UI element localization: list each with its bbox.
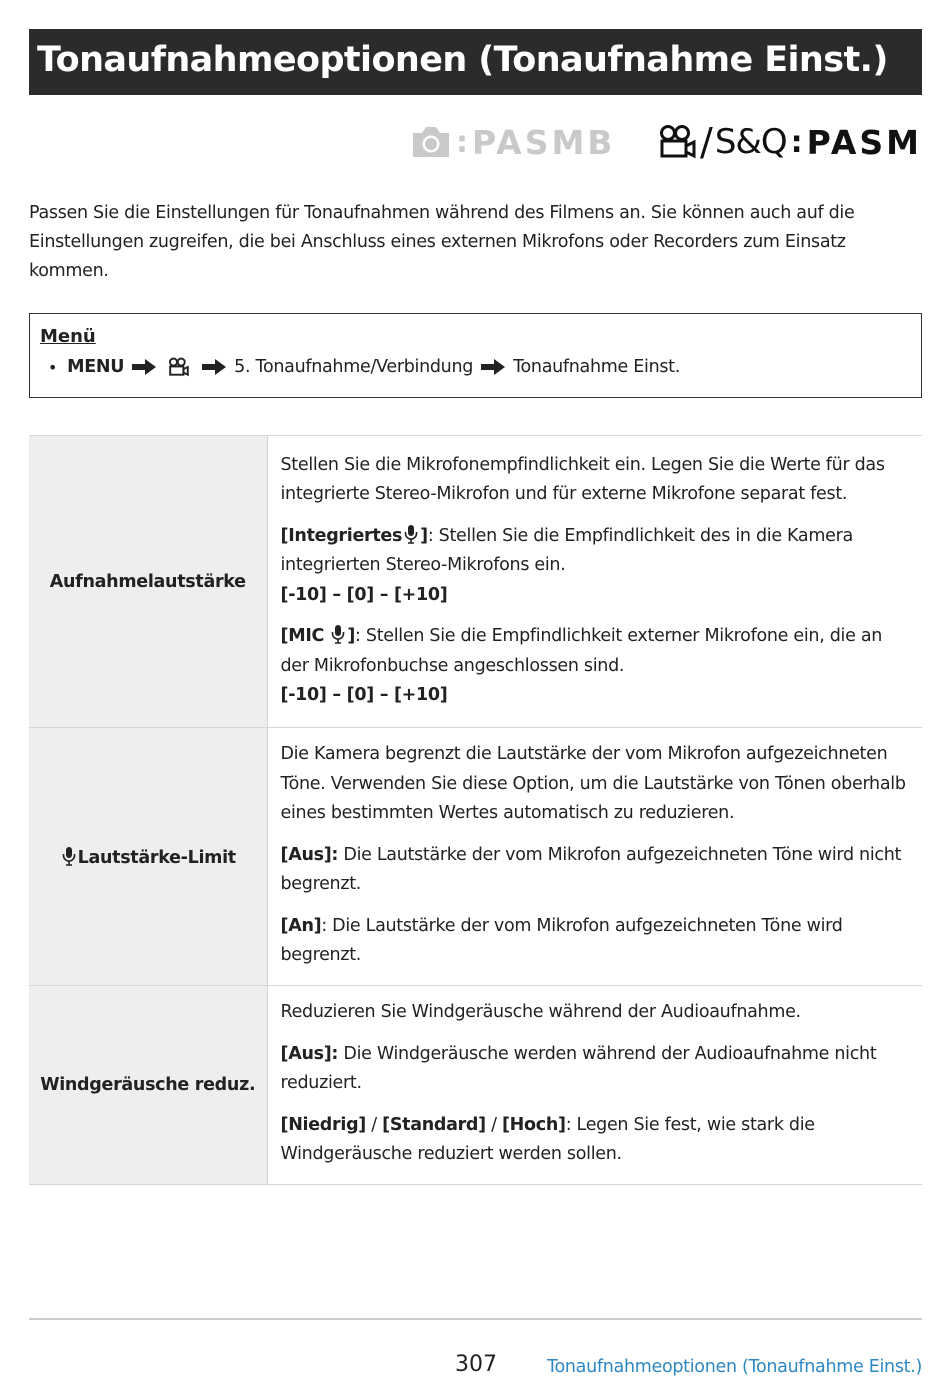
arrow-right-icon <box>132 359 156 375</box>
still-modes <box>410 120 615 164</box>
microphone-icon <box>331 624 345 644</box>
movie-camera-icon <box>168 357 190 377</box>
menu-step: 5. Tonaufnahme/Verbindung <box>234 357 474 377</box>
option-item: [Integriertes ]: Stellen Sie die Empfindlichkeit des in die Kamera integrierten Stereo-Mikrofons ein. [-10] – [0] – [+10] <box>280 525 853 605</box>
still-mode-letters: PASMB <box>472 122 616 162</box>
row-label: Aufnahmelautstärke <box>29 436 267 728</box>
option-item: [Aus]: Die Windgeräusche werden während der Audioaufnahme nicht reduziert. <box>280 1043 877 1093</box>
menu-path <box>48 357 680 377</box>
camera-icon <box>410 125 452 159</box>
row-intro: Reduzieren Sie Windgeräusche während der Audioaufnahme. <box>280 1002 801 1022</box>
row-description <box>267 986 922 1185</box>
row-description <box>267 436 922 728</box>
mode-colon: : <box>790 124 803 160</box>
footer-divider <box>29 1318 922 1320</box>
mode-colon: : <box>456 124 468 160</box>
bullet: • <box>48 357 58 377</box>
menu-target: Tonaufnahme Einst. <box>513 357 681 377</box>
row-label: Lautstärke-Limit <box>29 728 267 986</box>
mode-indicator <box>410 120 922 164</box>
row-intro: Stellen Sie die Mikrofonempfindlichkeit ein. Legen Sie die Werte für das integrierte Stereo-Mikrofon und für externe Mikrofone separat fest. <box>280 454 885 504</box>
microphone-icon <box>404 524 418 544</box>
sq-mode-label: S&Q <box>714 122 787 162</box>
row-intro: Die Kamera begrenzt die Lautstärke der vom Mikrofon aufgezeichneten Töne. Verwenden Sie diese Option, um die Lautstärke von Tönen oberhalb eines bestimmten Wertes automatisch zu reduzieren. <box>280 744 906 824</box>
movie-modes <box>658 120 922 164</box>
table-row <box>29 436 922 728</box>
movie-mode-letters: PASM <box>806 122 922 162</box>
option-item: [MIC ]: Stellen Sie die Empfindlichkeit externer Mikrofone ein, die an der Mikrofonbuchse angeschlossen sind. [-10] – [0] – [+10] <box>280 626 883 705</box>
menu-heading: Menü <box>40 326 96 347</box>
page-title: Tonaufnahmeoptionen (Tonaufnahme Einst.) <box>29 29 922 95</box>
option-item: [Aus]: Die Lautstärke der vom Mikrofon aufgezeichneten Töne wird nicht begrenzt. <box>280 844 902 895</box>
arrow-right-icon <box>202 359 226 375</box>
menu-root: MENU <box>67 357 125 377</box>
row-label: Windgeräusche reduz. <box>29 986 267 1185</box>
footer-section-link[interactable]: Tonaufnahmeoptionen (Tonaufnahme Einst.) <box>547 1357 922 1377</box>
option-item: [Niedrig] / [Standard] / [Hoch]: Legen Sie fest, wie stark die Windgeräusche reduziert werden sollen. <box>280 1114 815 1164</box>
menu-path-box <box>29 313 922 398</box>
table-row <box>29 986 922 1185</box>
option-item: [An]: Die Lautstärke der vom Mikrofon aufgezeichneten Töne wird begrenzt. <box>280 915 843 966</box>
arrow-right-icon <box>481 359 505 375</box>
movie-camera-icon <box>658 124 698 160</box>
options-table <box>29 435 922 1185</box>
intro-paragraph: Passen Sie die Einstellungen für Tonaufnahmen während des Filmens an. Sie können auch auf die Einstellungen zugreifen, die bei Anschluss eines externen Mikrofons oder Recorders zum Einsatz kommen. <box>29 203 855 281</box>
table-row <box>29 728 922 986</box>
row-description <box>267 728 922 986</box>
microphone-icon <box>62 846 76 866</box>
page-number: 307 <box>455 1352 497 1377</box>
mode-slash: / <box>700 120 713 164</box>
